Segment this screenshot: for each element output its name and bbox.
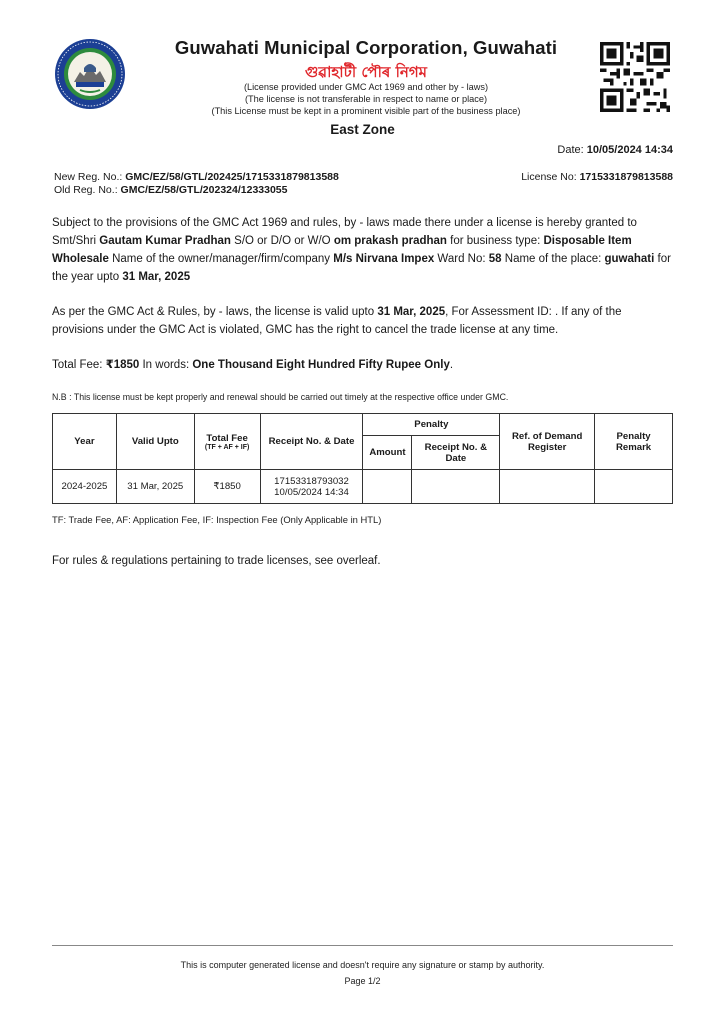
header-year: Year	[53, 414, 117, 470]
header-penalty: Penalty	[363, 414, 500, 436]
header-penalty-remark: Penalty Remark	[595, 414, 673, 470]
page-number: Page 1/2	[344, 976, 381, 986]
year-upto: 31 Mar, 2025	[122, 271, 191, 283]
total-fee-amount: ₹1850	[105, 359, 140, 371]
nb-note: N.B : This license must be kept properly and renewal should be carried out timely at the respective office under GMC.	[52, 392, 509, 402]
header-ref-demand: Ref. of Demand Register	[500, 414, 595, 470]
page-title-assamese: গুৱাহাটী পৌৰ নিগম	[305, 63, 427, 81]
fee-table	[52, 413, 673, 504]
header-note-1: (License provided under GMC Act 1969 and other by - laws)	[243, 82, 489, 92]
valid-upto: 31 Mar, 2025	[377, 306, 446, 318]
cell-ref-demand	[500, 470, 595, 504]
owner-name: Gautam Kumar Pradhan	[99, 235, 231, 247]
license-no	[521, 171, 673, 183]
grant-paragraph: Subject to the provisions of the GMC Act 1969 and rules, by - laws made there under a license is hereby granted to Smt/Shri Gautam Kumar Pradhan S/O or D/O or W/O om prakash pradhan for business type: Disposable Item Wholesale Name of the owner/manager/firm/company M/s Nirvana Impex Ward No: 58 Name of the place: guwahati for the year upto 31 Mar, 2025	[52, 217, 671, 283]
old-reg-no	[54, 184, 287, 196]
gmc-seal-icon	[54, 38, 126, 110]
cell-penalty-receipt	[412, 470, 500, 504]
new-reg-value: GMC/EZ/58/GTL/202425/1715331879813588	[125, 171, 339, 183]
header-penalty-receipt: Receipt No. & Date	[412, 436, 500, 470]
business-type: Disposable Item Wholesale	[52, 235, 632, 265]
header-total-fee: Total Fee (TF + AF + IF)	[194, 414, 260, 470]
old-reg-label: Old Reg. No.:	[54, 184, 118, 196]
header-note-2: (The license is not transferable in respect to name or place)	[244, 94, 488, 104]
issue-date	[557, 144, 673, 156]
footer-divider	[52, 945, 673, 946]
date-value: 10/05/2024 14:34	[586, 144, 673, 156]
header-valid-upto: Valid Upto	[116, 414, 194, 470]
place-name: guwahati	[604, 253, 655, 265]
relative-name: om prakash pradhan	[333, 235, 447, 247]
table-row	[53, 470, 673, 504]
total-fee-line: Total Fee: ₹1850 In words: One Thousand Eight Hundred Fifty Rupee Only.	[52, 359, 454, 371]
license-value: 1715331879813588	[579, 171, 673, 183]
zone-title: East Zone	[330, 122, 395, 137]
old-reg-value: GMC/EZ/58/GTL/202324/12333055	[120, 184, 288, 196]
cell-penalty-remark	[595, 470, 673, 504]
new-reg-label: New Reg. No.:	[54, 171, 123, 183]
cell-total-fee: ₹1850	[194, 470, 260, 504]
license-label: License No:	[521, 171, 577, 183]
total-fee-words: One Thousand Eight Hundred Fifty Rupee Only	[192, 359, 450, 371]
validity-paragraph: As per the GMC Act & Rules, by - laws, the license is valid upto 31 Mar, 2025, For Assessment ID: . If any of the provisions under the GMC Act is violated, GMC has the right to cancel the trade license at any time.	[52, 306, 622, 336]
cell-year: 2024-2025	[53, 470, 117, 504]
cell-valid-upto: 31 Mar, 2025	[116, 470, 194, 504]
ward-no: 58	[488, 253, 502, 265]
footer-disclaimer: This is computer generated license and doesn't require any signature or stamp by authority.	[180, 960, 545, 970]
new-reg-no	[54, 171, 339, 183]
header-receipt: Receipt No. & Date	[260, 414, 363, 470]
qr-code-icon	[600, 42, 670, 112]
header-note-3: (This License must be kept in a prominent visible part of the business place)	[211, 106, 521, 116]
fee-legend: TF: Trade Fee, AF: Application Fee, IF: Inspection Fee (Only Applicable in HTL)	[52, 514, 382, 525]
firm-name: M/s Nirvana Impex	[333, 253, 435, 265]
cell-amount	[363, 470, 412, 504]
header-amount: Amount	[363, 436, 412, 470]
rules-note: For rules & regulations pertaining to trade licenses, see overleaf.	[52, 555, 381, 567]
date-label: Date:	[557, 144, 584, 156]
cell-receipt: 17153318793032 10/05/2024 14:34	[260, 470, 363, 504]
page-title: Guwahati Municipal Corporation, Guwahati	[174, 37, 558, 58]
